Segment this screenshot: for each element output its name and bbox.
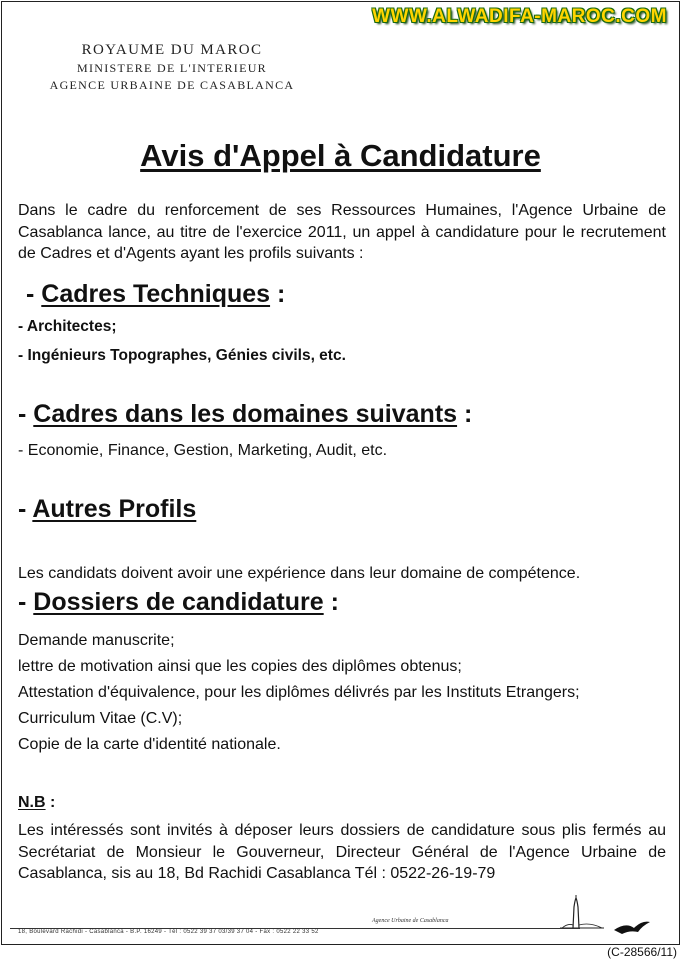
heading-dash: - [26, 280, 42, 308]
page-title [0, 138, 681, 174]
heading-text: Cadres Techniques [41, 280, 271, 308]
nb-label [18, 794, 55, 812]
heading-dash: - [18, 400, 34, 428]
dossier-list [18, 628, 580, 758]
page-title-text: Avis d'Appel à Candidature [140, 138, 541, 173]
list-item-architectes: - Architectes; [18, 318, 117, 335]
letterhead-ministry: MINISTERE DE L'INTERIEUR [76, 61, 267, 75]
list-item: Attestation d'équivalence, pour les diplômes délivrés par les Instituts Etrangers; [18, 684, 580, 701]
heading-colon: : [270, 280, 286, 308]
nb-paragraph: Les intéressés sont invités à déposer leurs dossiers de candidature sous plis fermés au Secrétariat de Monsieur le Gouverneur, Directeur Général de l'Agence Urbaine de Casablanca, sis au 18, Bd Rachidi Casablanca Tél : 0522-26-19-79 [18, 822, 666, 882]
experience-requirement: Les candidats doivent avoir une expérience dans leur domaine de compétence. [18, 565, 581, 582]
list-item: Copie de la carte d'identité nationale. [18, 736, 281, 753]
heading-text: Dossiers de candidature [33, 588, 324, 616]
footer-address: 18, Boulevard Rachidi - Casablanca - B.P. 16249 - Tél : 0522 39 37 03/39 37 04 - Fax : 0522 22 33 52 [18, 929, 319, 935]
list-item: Demande manuscrite; [18, 632, 175, 649]
heading-dash: - [18, 588, 34, 616]
heading-autres-profils [18, 495, 196, 524]
heading-dossiers [18, 588, 339, 617]
letterhead [22, 42, 322, 93]
bird-logo-icon [612, 918, 652, 943]
reference-code: (C-28566/11) [607, 945, 677, 959]
site-watermark: WWW.ALWADIFA-MAROC.COM [372, 6, 667, 27]
nb-label-text: N.B [18, 794, 46, 811]
heading-cadres-techniques [26, 280, 285, 309]
letterhead-kingdom: ROYAUME DU MAROC [81, 42, 263, 58]
heading-colon: : [457, 400, 473, 428]
heading-cadres-domaines [18, 400, 472, 429]
heading-text: Cadres dans les domaines suivants [33, 400, 458, 428]
list-item: lettre de motivation ainsi que les copies des diplômes obtenus; [18, 658, 462, 675]
letterhead-agency: AGENCE URBAINE DE CASABLANCA [49, 78, 295, 92]
heading-text: Autres Profils [32, 495, 197, 523]
nb-colon: : [45, 794, 56, 811]
list-item-ingenieurs: - Ingénieurs Topographes, Génies civils, etc. [18, 347, 346, 364]
heading-colon: : [323, 588, 339, 616]
list-item: Curriculum Vitae (C.V); [18, 710, 183, 727]
list-item-domaines: - Economie, Finance, Gestion, Marketing, Audit, etc. [18, 442, 388, 459]
heading-dash: - [18, 495, 33, 523]
footer-agency-name: Agence Urbaine de Casablanca [372, 918, 449, 924]
intro-paragraph: Dans le cadre du renforcement de ses Ressources Humaines, l'Agence Urbaine de Casablanca lance, au titre de l'exercice 2011, un appel à candidature pour le recrutement de Cadres et d'Agents ayant les profils suivants : [18, 202, 666, 262]
